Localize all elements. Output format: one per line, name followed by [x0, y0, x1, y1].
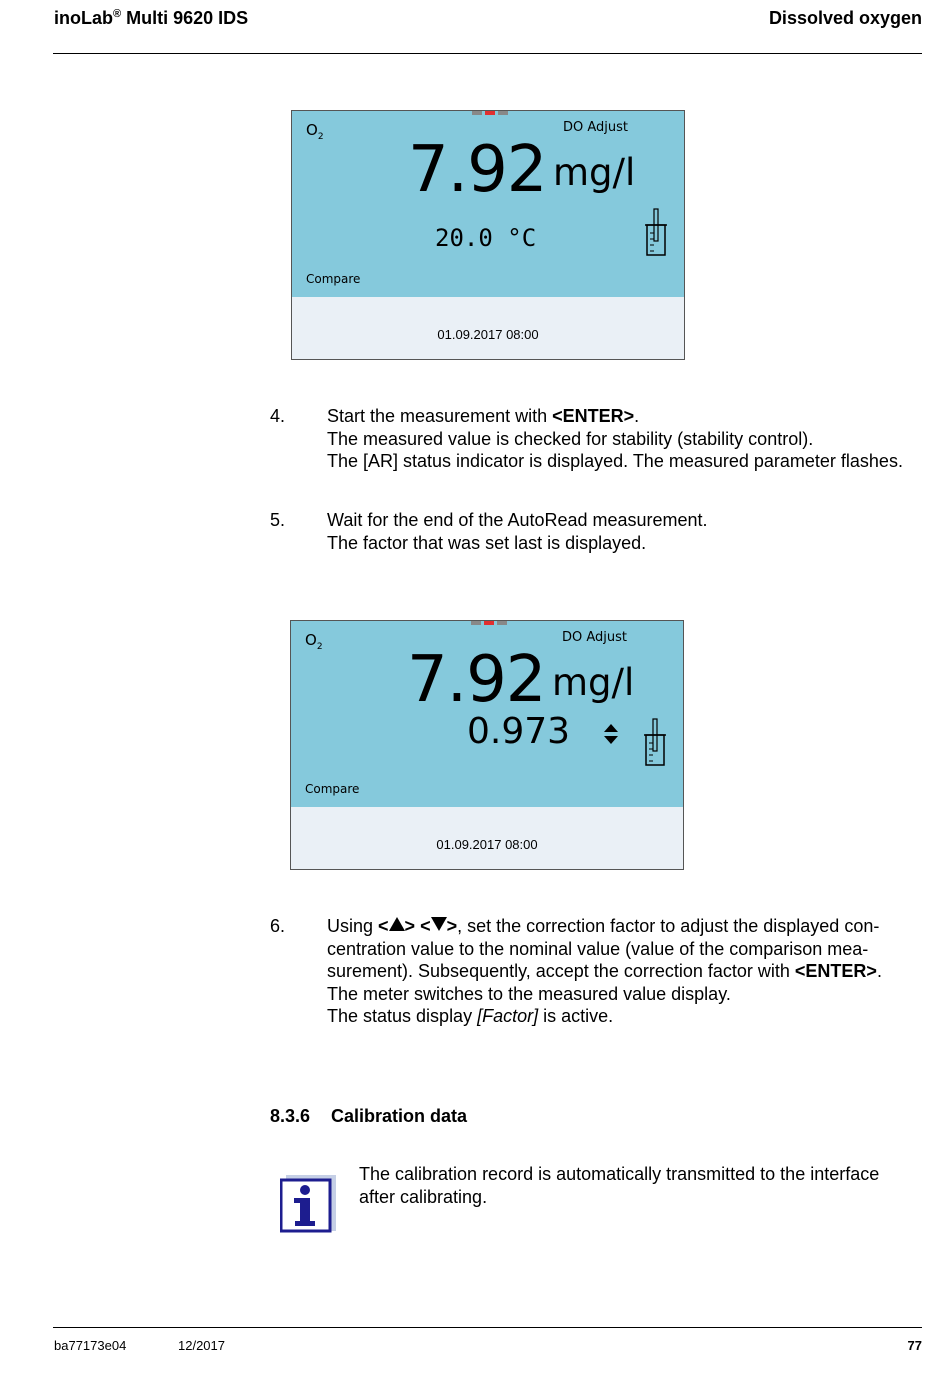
- date-time: 01.09.2017 08:00: [436, 837, 538, 852]
- header-section: Dissolved oxygen: [768, 8, 922, 28]
- footer-rule: [53, 1327, 922, 1328]
- step-text: The status display [Factor] is active.: [327, 1006, 614, 1026]
- step-text: The measured value is checked for stability (stability control).: [327, 428, 814, 449]
- step-text: The factor that was set last is displayed.: [327, 532, 647, 553]
- header-title: [54, 8, 248, 29]
- correction-factor: 0.973: [467, 711, 571, 752]
- date-time: 01.09.2017 08:00: [437, 327, 539, 342]
- up-key: < >: [378, 916, 416, 936]
- lcd-area: [291, 621, 683, 807]
- beaker-icon: [643, 207, 669, 259]
- mode-label: DO Adjust: [563, 120, 629, 135]
- enter-key: <ENTER>: [552, 406, 635, 426]
- step-number: 4.: [270, 406, 286, 426]
- measured-value: 7.92: [407, 643, 546, 717]
- mode-label: DO Adjust: [562, 630, 628, 645]
- compare-label: Compare: [306, 272, 361, 286]
- info-icon: [280, 1175, 336, 1233]
- section-number: 8.3.6: [270, 1106, 311, 1126]
- unit-label: mg/l: [552, 661, 635, 704]
- measured-value: 7.92: [408, 133, 547, 207]
- step-5: [270, 509, 920, 554]
- enter-key: <ENTER>: [794, 961, 877, 981]
- meter-display-2: [290, 620, 684, 870]
- step-text: Wait for the end of the AutoRead measurement.: [327, 510, 708, 530]
- step-6: [270, 915, 920, 1028]
- header-rule: [53, 53, 922, 54]
- step-number: 6.: [270, 916, 286, 936]
- beaker-icon: [642, 717, 668, 769]
- step-4: [270, 405, 920, 473]
- doc-id: ba77173e04: [54, 1338, 127, 1353]
- model-name: Multi 9620 IDS: [121, 8, 249, 28]
- down-arrow-icon: [431, 917, 447, 931]
- step-text: Using < > < >, set the correction factor to adjust the displayed con-centration value to the nominal value (value of the comparison mea-surement). Subsequently, accept the correction factor with <ENTER>.: [327, 916, 882, 981]
- section-title: Calibration data: [331, 1106, 468, 1126]
- doc-date: 12/2017: [178, 1338, 225, 1353]
- step-text: The [AR] status indicator is displayed. The measured parameter flashes.: [327, 451, 903, 471]
- compare-label: Compare: [305, 782, 360, 796]
- up-down-arrows-icon: [603, 723, 619, 745]
- section-heading: [270, 1106, 467, 1127]
- step-text: Start the measurement with <ENTER>.: [327, 406, 640, 426]
- step-text: The meter switches to the measured value display.: [327, 983, 731, 1004]
- meter-display-1: [291, 110, 685, 360]
- status-factor: [Factor]: [477, 1006, 539, 1026]
- lcd-area: [292, 111, 684, 297]
- product-name: inoLab: [54, 8, 113, 28]
- info-note: The calibration record is automatically transmitted to the interface after calibrating.: [359, 1164, 880, 1207]
- registered-mark: ®: [113, 8, 122, 20]
- page-number: 77: [907, 1338, 922, 1353]
- step-number: 5.: [270, 510, 286, 530]
- temperature-value: 20.0 °C: [435, 224, 537, 252]
- up-arrow-icon: [389, 917, 405, 931]
- down-key: < >: [420, 916, 458, 936]
- parameter-label: $O_2$: [305, 631, 323, 652]
- parameter-label: $O_2$: [306, 121, 324, 142]
- unit-label: mg/l: [553, 151, 636, 194]
